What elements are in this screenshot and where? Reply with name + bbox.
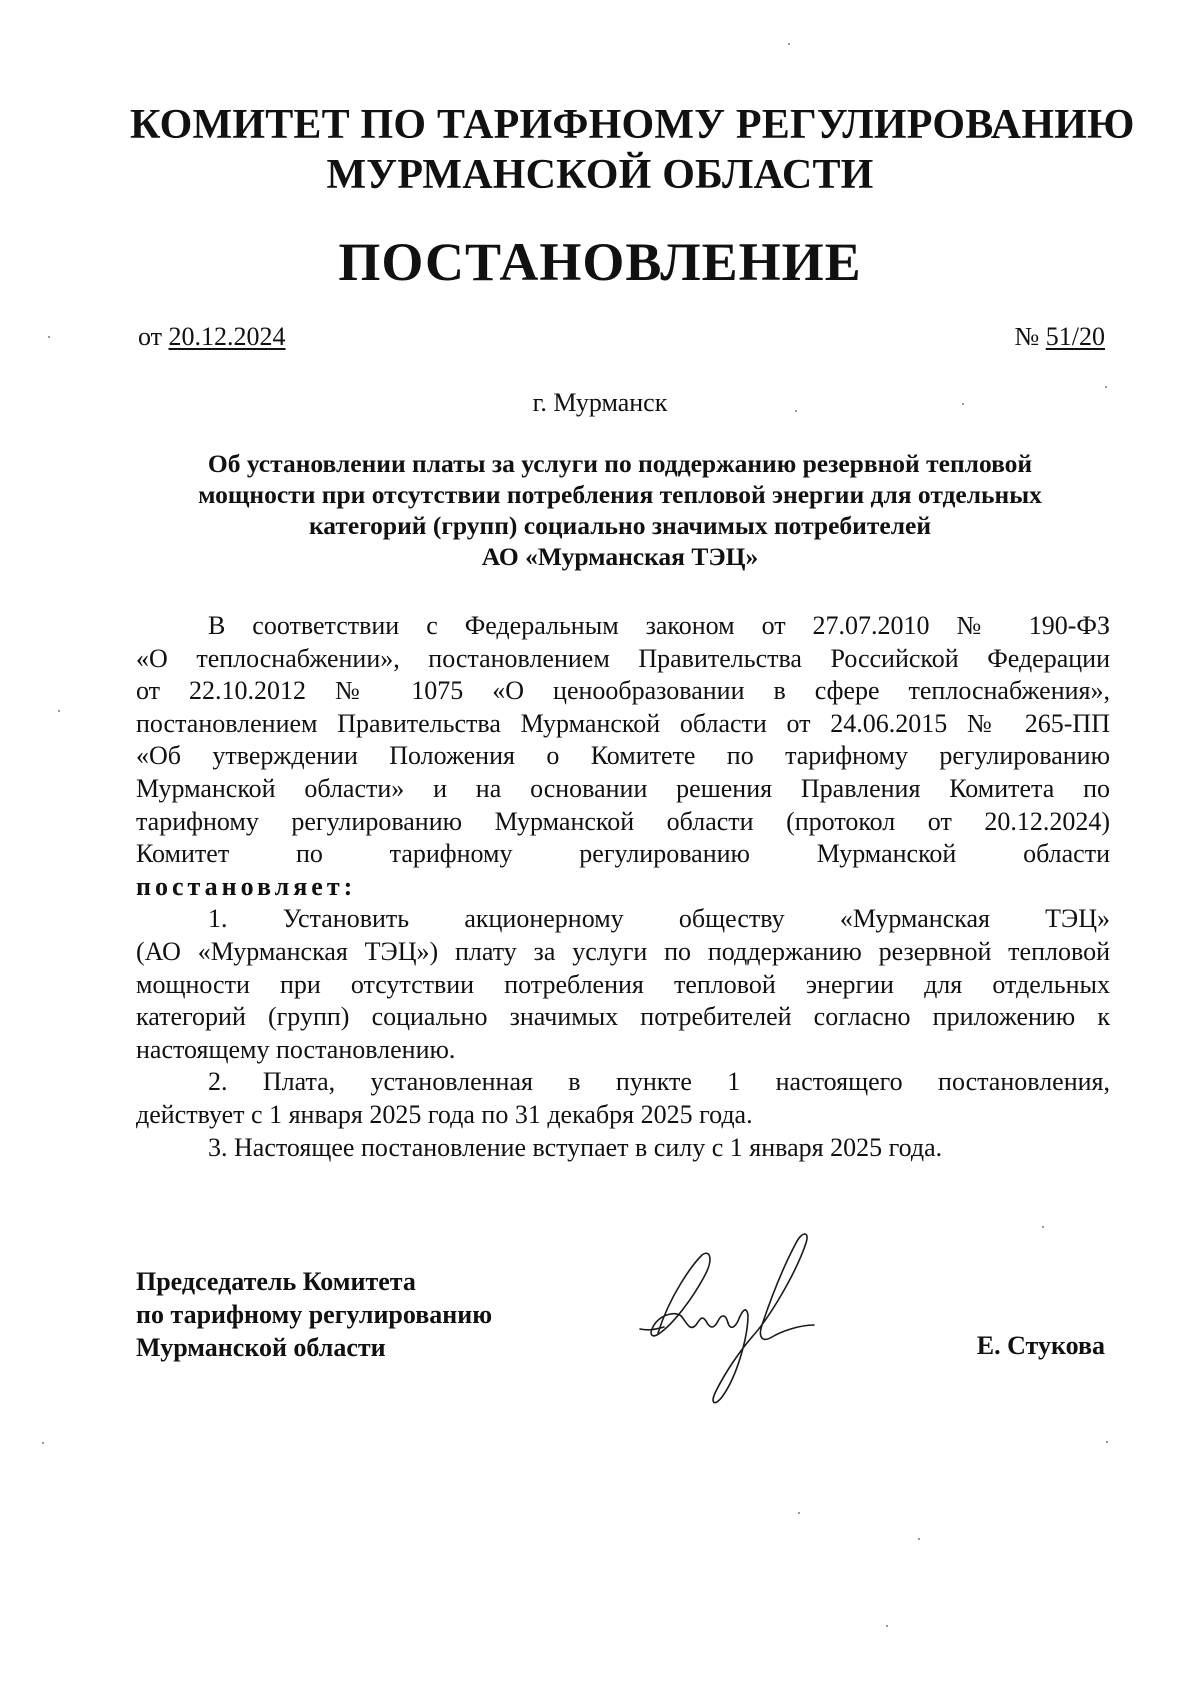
document-date (138, 322, 286, 352)
item1-line: 1. Установить акционерному обществу «Мурманская ТЭЦ» (208, 904, 1110, 934)
scan-speck (795, 410, 797, 412)
preamble-line: «Об утверждении Положения о Комитете по тарифному регулированию (136, 741, 1110, 771)
date-prefix: от (138, 322, 163, 351)
organization-title-line1: КОМИТЕТ ПО ТАРИФНОМУ РЕГУЛИРОВАНИЮ (130, 102, 1135, 148)
scan-speck (886, 1625, 888, 1627)
number-prefix: № (1014, 322, 1040, 351)
document-number (1014, 322, 1105, 352)
preamble-line: постановлением Правительства Мурманской области от 24.06.2015 № 265-ПП (136, 708, 1110, 738)
item1-line: категорий (групп) социально значимых потребителей согласно приложению к (136, 1002, 1110, 1032)
item1-line: (АО «Мурманская ТЭЦ») плату за услуги по поддержанию резервной тепловой (136, 936, 1110, 966)
preamble-line: тарифному регулированию Мурманской области (протокол от 20.12.2024) (136, 806, 1110, 836)
signatory-name: Е. Стукова (976, 1331, 1105, 1360)
subject-line: категорий (групп) социально значимых потребителей (308, 511, 932, 540)
scan-speck (798, 1512, 800, 1514)
scan-speck (788, 43, 790, 45)
scan-speck (1106, 1441, 1108, 1443)
item3-line: 3. Настоящее постановление вступает в силу с 1 января 2025 года. (208, 1132, 943, 1162)
preamble-line: Комитет по тарифному регулированию Мурманской области (136, 839, 1110, 869)
document-type-heading: ПОСТАНОВЛЕНИЕ (338, 232, 862, 292)
scan-speck (918, 1538, 920, 1540)
resolves-word: постановляет: (136, 871, 357, 901)
subject-line: АО «Мурманская ТЭЦ» (481, 542, 759, 571)
scan-speck (1042, 1226, 1044, 1228)
scan-speck (962, 403, 964, 405)
document-body (136, 610, 1110, 1164)
scan-speck (1105, 386, 1107, 388)
organization-title (130, 100, 1135, 200)
item2-line: действует с 1 января 2025 года по 31 декабря 2025 года. (136, 1099, 753, 1129)
preamble-line: Мурманской области» и на основании решения Правления Комитета по (136, 773, 1110, 803)
preamble-line: «О теплоснабжении», постановлением Правительства Российской Федерации (136, 643, 1110, 673)
item1-line: настоящему постановлению. (136, 1034, 456, 1064)
signatory-position (136, 1265, 492, 1364)
organization-title-line2: МУРМАНСКОЙ ОБЛАСТИ (326, 152, 874, 198)
number-value: 51/20 (1045, 322, 1105, 351)
subject-line: Об установлении платы за услуги по поддержанию резервной тепловой (207, 449, 1033, 478)
scan-speck (58, 710, 60, 712)
item2-line: 2. Плата, установленная в пункте 1 настоящего постановления, (208, 1067, 1110, 1097)
preamble-line: В соответствии с Федеральным законом от 27.07.2010 № 190-ФЗ (208, 611, 1110, 640)
date-value: 20.12.2024 (168, 322, 286, 351)
scan-speck (42, 1442, 44, 1444)
position-line: Председатель Комитета (136, 1267, 416, 1296)
preamble-line: от 22.10.2012 № 1075 «О ценообразовании в сфере теплоснабжения», (136, 676, 1110, 706)
handwritten-signature (630, 1225, 860, 1430)
item1-line: мощности при отсутствии потребления тепловой энергии для отдельных (136, 969, 1110, 999)
position-line: по тарифному регулированию (136, 1300, 493, 1329)
position-line: Мурманской области (136, 1333, 386, 1362)
document-subject (130, 448, 1110, 572)
scan-speck (48, 336, 50, 338)
subject-line: мощности при отсутствии потребления тепловой энергии для отдельных (198, 480, 1042, 509)
document-city: г. Мурманск (532, 388, 668, 417)
